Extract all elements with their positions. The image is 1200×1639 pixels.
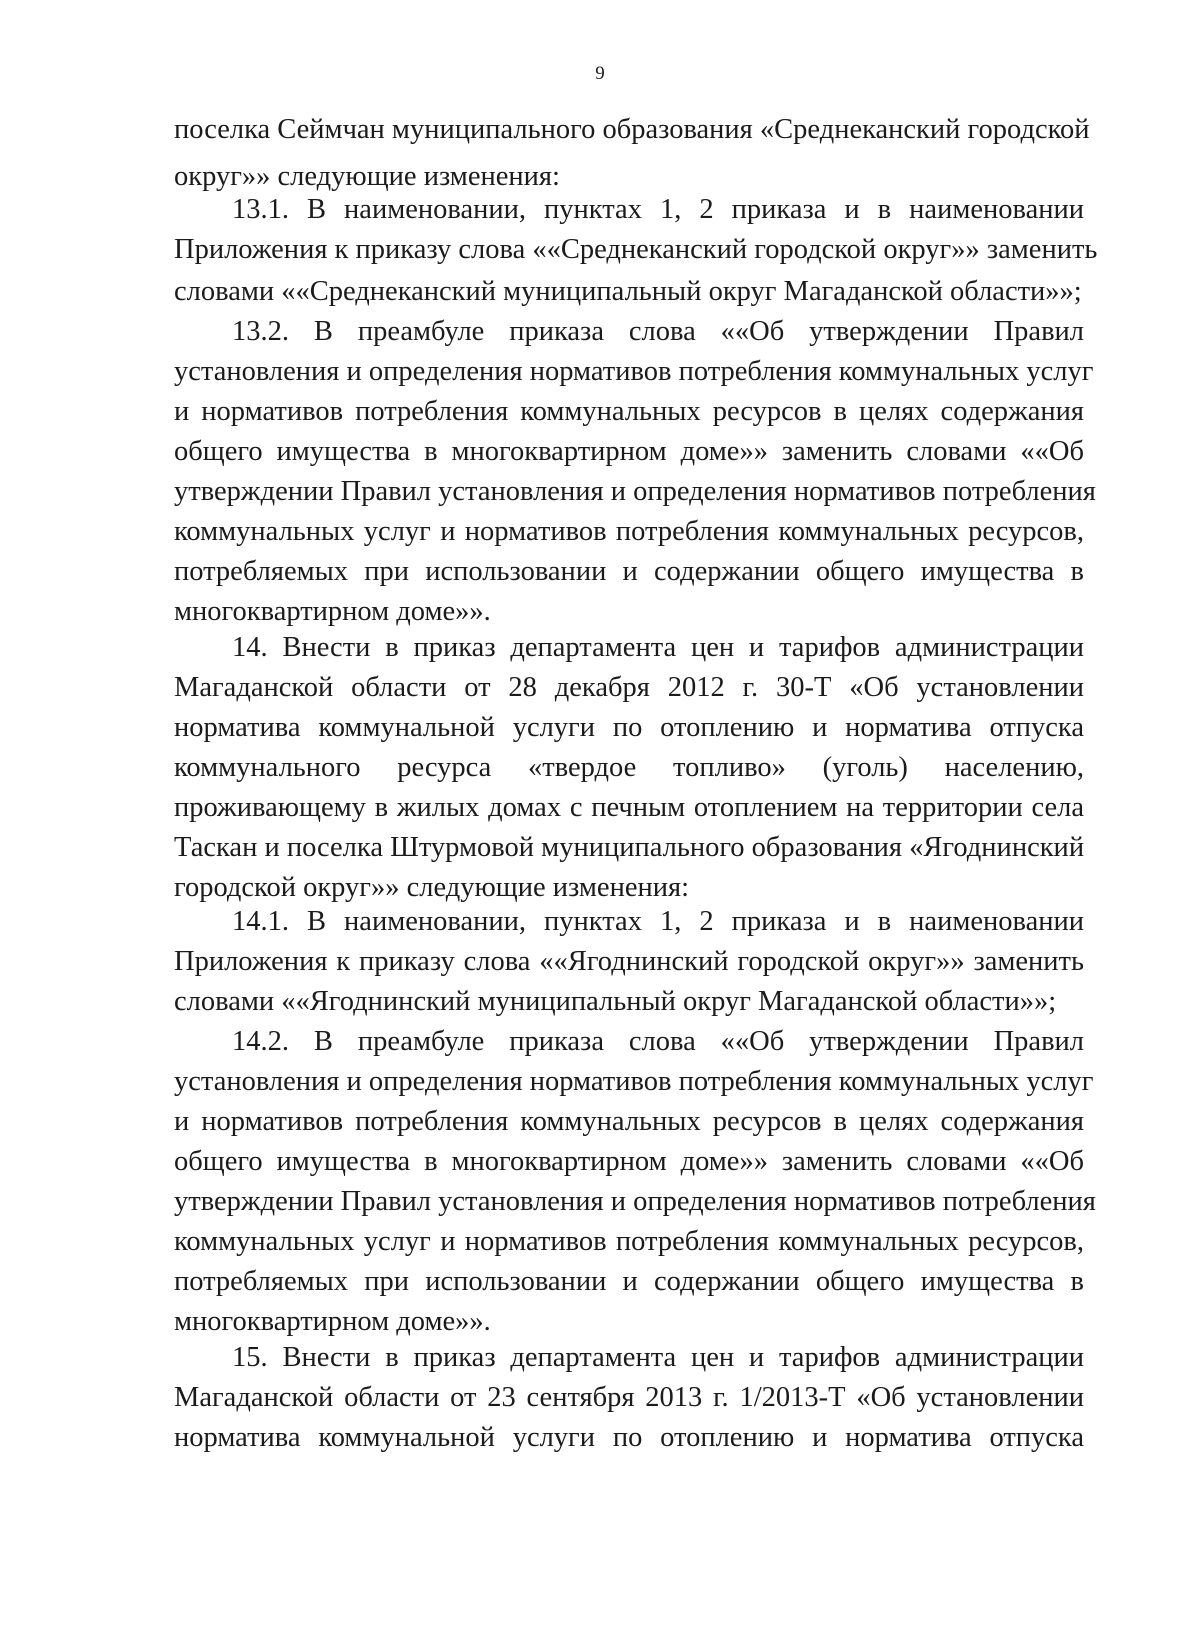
text-line: 15. Внести в приказ департамента цен и тарифов администрации — [232, 1342, 1084, 1373]
text-line: установления и определения нормативов потребления коммунальных услуг — [174, 356, 1094, 387]
text-line: утверждении Правил установления и определения нормативов потребления — [174, 476, 1096, 507]
page-number: 9 — [595, 63, 605, 84]
text-line: Приложения к приказу слова ««Среднеканский городской округ»» заменить — [174, 234, 1098, 265]
text-line: норматива коммунальной услуги по отоплению и норматива отпуска — [174, 712, 1084, 743]
text-line: 13.2. В преамбуле приказа слова ««Об утверждении Правил — [232, 316, 1084, 347]
text-line: многоквартирном доме»». — [174, 596, 491, 627]
text-line: 14. Внести в приказ департамента цен и тарифов администрации — [232, 632, 1084, 663]
text-line: многоквартирном доме»». — [174, 1306, 491, 1337]
text-line: утверждении Правил установления и определения нормативов потребления — [174, 1186, 1096, 1217]
text-line: Таскан и поселка Штурмовой муниципального образования «Ягоднинский — [174, 832, 1085, 863]
text-line: городской округ»» следующие изменения: — [174, 872, 690, 903]
text-line: 13.1. В наименовании, пунктах 1, 2 приказа и в наименовании — [232, 194, 1084, 225]
text-line: Магаданской области от 28 декабря 2012 г. 30-Т «Об установлении — [174, 672, 1084, 703]
text-line: округ»» следующие изменения: — [174, 161, 560, 192]
text-line: коммунальных услуг и нормативов потребления коммунальных ресурсов, — [174, 1226, 1084, 1257]
text-line: 14.2. В преамбуле приказа слова ««Об утверждении Правил — [232, 1026, 1084, 1057]
text-line: Приложения к приказу слова ««Ягоднинский городской округ»» заменить — [174, 946, 1084, 977]
text-line: потребляемых при использовании и содержании общего имущества в — [174, 556, 1084, 587]
text-line: потребляемых при использовании и содержании общего имущества в — [174, 1266, 1084, 1297]
text-line: Магаданской области от 23 сентября 2013 г. 1/2013-Т «Об установлении — [174, 1382, 1084, 1413]
text-line: общего имущества в многоквартирном доме»» заменить словами ««Об — [174, 436, 1084, 467]
text-line: поселка Сеймчан муниципального образования «Среднеканский городской — [174, 114, 1090, 145]
text-line: 14.1. В наименовании, пунктах 1, 2 приказа и в наименовании — [232, 906, 1084, 937]
text-line: словами ««Ягоднинский муниципальный округ Магаданской области»»; — [174, 986, 1057, 1017]
text-line: установления и определения нормативов потребления коммунальных услуг — [174, 1066, 1094, 1097]
text-line: словами ««Среднеканский муниципальный округ Магаданской области»»; — [174, 276, 1082, 307]
text-line: проживающему в жилых домах с печным отоплением на территории села — [174, 792, 1084, 823]
text-line: коммунальных услуг и нормативов потребления коммунальных ресурсов, — [174, 516, 1084, 547]
text-line: норматива коммунальной услуги по отоплению и норматива отпуска — [174, 1422, 1084, 1453]
text-line: коммунального ресурса «твердое топливо» (уголь) населению, — [174, 752, 1084, 783]
text-line: и нормативов потребления коммунальных ресурсов в целях содержания — [174, 396, 1084, 427]
text-line: и нормативов потребления коммунальных ресурсов в целях содержания — [174, 1106, 1084, 1137]
text-line: общего имущества в многоквартирном доме»» заменить словами ««Об — [174, 1146, 1084, 1177]
